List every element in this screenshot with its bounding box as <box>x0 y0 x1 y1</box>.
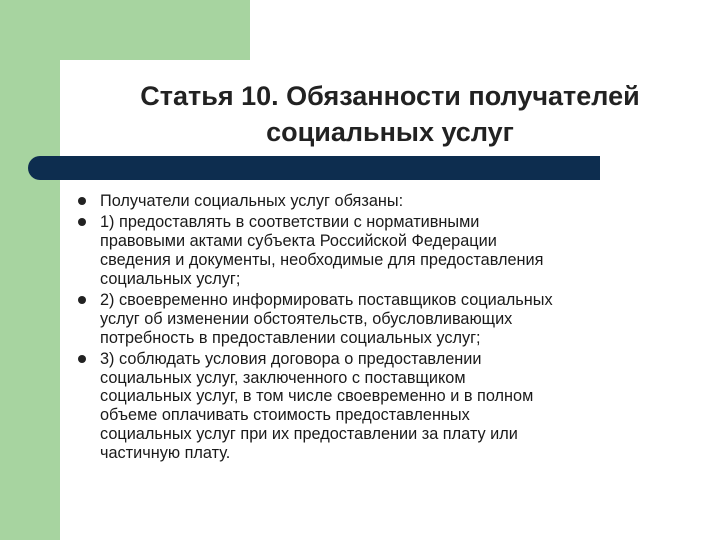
bullet-item-1 <box>78 213 668 288</box>
title-divider-bar <box>28 156 600 180</box>
bullet-icon <box>78 355 86 363</box>
bullet-line: 1) предоставлять в соответствии с нормативными <box>100 213 480 232</box>
bullet-line: социальных услуг, заключенного с поставщиком <box>100 368 466 387</box>
bullet-line: Получатели социальных услуг обязаны: <box>100 192 404 210</box>
bullet-line: частичную плату. <box>100 443 231 462</box>
slide-title-line-2: социальных услуг <box>266 117 514 147</box>
bullet-icon <box>78 197 86 205</box>
bullet-item-3 <box>78 350 668 463</box>
bullet-item-intro <box>78 192 668 211</box>
bullet-line: потребность в предоставлении социальных услуг; <box>100 328 481 347</box>
slide-title-line-1: Статья 10. Обязанности получателей <box>140 81 640 111</box>
bullet-line: услуг об изменении обстоятельств, обусловливающих <box>100 309 513 328</box>
bullet-icon <box>78 218 86 226</box>
bullet-line: объеме оплачивать стоимость предоставленных <box>100 406 470 425</box>
bullet-line: социальных услуг; <box>100 269 241 288</box>
bullet-line: правовыми актами субъекта Российской Федерации <box>100 232 497 251</box>
bullet-line: сведения и документы, необходимые для предоставления <box>100 250 544 269</box>
bullet-item-2 <box>78 291 668 347</box>
slide-title <box>60 78 720 150</box>
bullet-line: социальных услуг, в том числе своевременно и в полном <box>100 387 534 406</box>
bullet-line: 3) соблюдать условия договора о предоставлении <box>100 349 482 368</box>
bullet-list <box>78 192 668 465</box>
bullet-icon <box>78 296 86 304</box>
green-left-strip <box>0 0 60 540</box>
bullet-line: социальных услуг при их предоставлении за плату или <box>100 425 518 444</box>
bullet-line: 2) своевременно информировать поставщиков социальных <box>100 290 553 309</box>
